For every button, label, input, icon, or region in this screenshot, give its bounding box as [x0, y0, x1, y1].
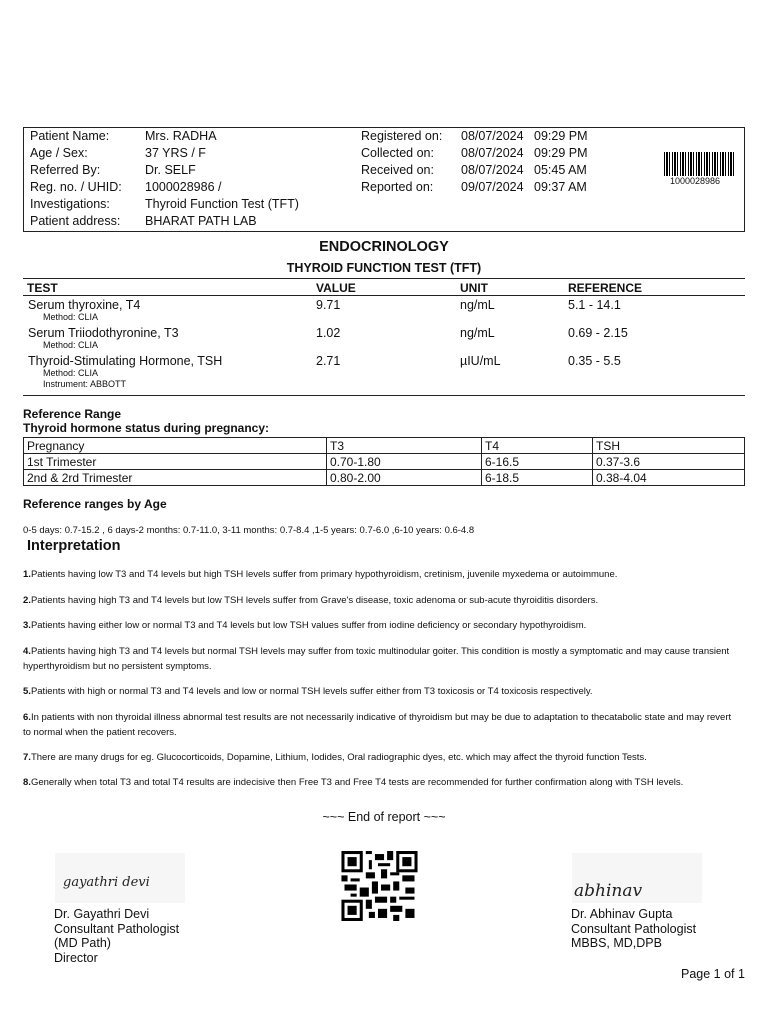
patient-info-box: [23, 127, 745, 232]
test-reference: 0.35 - 5.5: [568, 354, 621, 368]
signatory-name: Dr. Abhinav Gupta: [571, 907, 673, 921]
test-unit: ng/mL: [460, 326, 495, 340]
col-header-reference: REFERENCE: [568, 281, 643, 295]
test-value: 2.71: [316, 354, 341, 368]
signature-image: [572, 853, 702, 903]
item-text: Patients having high T3 and T4 levels but normal TSH levels may suffer from toxic multinodular goiter. This condition is mostly a symptomatic and may cause transient hyperthyroidism but no persistent symptoms.: [23, 646, 730, 672]
interpretation-item: [23, 750, 735, 765]
item-number: 2.: [23, 595, 31, 606]
col-header-value: VALUE: [316, 281, 356, 295]
item-number: 5.: [23, 686, 31, 697]
signature-scribble: abhinav: [574, 881, 643, 901]
table-cell: 0.70-1.80: [327, 454, 482, 470]
signature-scribble: gayathri devi: [63, 875, 150, 890]
test-name: Thyroid-Stimulating Hormone, TSH: [28, 354, 223, 368]
interpretation-item: [23, 710, 735, 740]
test-method: Method: CLIA: [43, 368, 99, 378]
signatory-title: Consultant Pathologist: [571, 921, 697, 936]
item-number: 4.: [23, 646, 31, 657]
interpretation-item: [23, 775, 735, 790]
referred-by: Dr. SELF: [145, 163, 196, 177]
reg-no: 1000028986 /: [145, 180, 222, 194]
registered-label: Registered on:: [361, 129, 443, 143]
table-bottom-divider: [23, 395, 745, 396]
item-number: 8.: [23, 777, 31, 788]
interpretation-item: [23, 644, 735, 674]
table-row: [24, 438, 745, 454]
signatory-title: Consultant Pathologist: [54, 921, 180, 936]
signature-image: [55, 853, 185, 903]
item-text: Patients having high T3 and T4 levels but low TSH levels suffer from Grave's disease, toxic adenoma or sub-acute thyroiditis disorders.: [30, 595, 599, 606]
patient-address-label: Patient address:: [30, 214, 121, 228]
investigations: Thyroid Function Test (TFT): [145, 197, 299, 211]
patient-address: BHARAT PATH LAB: [145, 214, 257, 228]
item-number: 7.: [23, 752, 31, 763]
item-text: In patients with non thyroidal illness abnormal test results are not necessarily indicative of thyroidism but may be due to adaptation to thecatabolic state and may revert to normal when the patient recovers.: [23, 712, 732, 738]
reg-no-label: Reg. no. / UHID:: [30, 180, 122, 194]
interpretation-item: [23, 567, 735, 582]
item-text: Generally when total T3 and total T4 results are indecisive then Free T3 and Free T4 tests are recommended for further confirmation along with TSH levels.: [30, 777, 684, 788]
test-reference: 5.1 - 14.1: [568, 298, 621, 312]
table-header-divider: [23, 295, 745, 296]
section-title: ENDOCRINOLOGY: [319, 239, 449, 255]
reference-range-title: Reference Range: [23, 407, 122, 421]
collected-date: 08/07/2024: [461, 146, 524, 160]
interpretation-item: [23, 593, 735, 608]
qr-code-icon: [341, 851, 418, 921]
test-title: THYROID FUNCTION TEST (TFT): [286, 261, 482, 275]
barcode-icon: [664, 152, 734, 176]
collected-time: 09:29 PM: [534, 146, 588, 160]
test-instrument: Instrument: ABBOTT: [43, 379, 127, 389]
collected-label: Collected on:: [361, 146, 434, 160]
item-text: Patients with high or normal T3 and T4 levels and low or normal TSH levels suffer either from T3 toxicosis or T4 toxicosis respectively.: [30, 686, 593, 697]
table-header-cell: T3: [327, 438, 482, 454]
item-number: 6.: [23, 712, 31, 723]
received-label: Received on:: [361, 163, 434, 177]
item-number: 1.: [23, 569, 31, 580]
col-header-test: TEST: [27, 281, 58, 295]
item-text: Patients having low T3 and T4 levels but high TSH levels suffer from primary hypothyroidism, cretinism, juvenile myxedema or autoimmune.: [30, 569, 618, 580]
table-row: [24, 454, 745, 470]
end-of-report: ~~~ End of report ~~~: [322, 810, 446, 824]
table-row: [24, 470, 745, 486]
received-date: 08/07/2024: [461, 163, 524, 177]
reported-label: Reported on:: [361, 180, 434, 194]
table-cell: 2nd & 2rd Trimester: [24, 470, 327, 486]
table-header-cell: Pregnancy: [24, 438, 327, 454]
pregnancy-table: [23, 437, 745, 486]
table-cell: 0.38-4.04: [593, 470, 745, 486]
interpretation-item: [23, 618, 735, 633]
test-value: 9.71: [316, 298, 341, 312]
signatory-name: Dr. Gayathri Devi: [54, 907, 150, 921]
table-top-divider: [23, 278, 745, 279]
interpretation-title: Interpretation: [27, 538, 121, 554]
test-value: 1.02: [316, 326, 341, 340]
received-time: 05:45 AM: [534, 163, 587, 177]
right-signatory: [571, 907, 696, 951]
test-method: Method: CLIA: [43, 312, 99, 322]
test-reference: 0.69 - 2.15: [568, 326, 628, 340]
table-header-cell: TSH: [593, 438, 745, 454]
item-text: There are many drugs for eg. Glucocorticoids, Dopamine, Lithium, Iodides, Oral radiographic dyes, etc. which may affect the thyroid function Tests.: [30, 752, 647, 763]
investigations-label: Investigations:: [30, 197, 110, 211]
barcode-number: 1000028986: [670, 176, 721, 186]
registered-date: 08/07/2024: [461, 129, 524, 143]
pregnancy-title: Thyroid hormone status during pregnancy:: [23, 421, 270, 435]
test-name: Serum thyroxine, T4: [28, 298, 141, 312]
item-number: 3.: [23, 620, 31, 631]
col-header-unit: UNIT: [460, 281, 488, 295]
reported-time: 09:37 AM: [534, 180, 587, 194]
age-ranges-title: Reference ranges by Age: [23, 497, 167, 511]
table-cell: 0.37-3.6: [593, 454, 745, 470]
reported-date: 09/07/2024: [461, 180, 524, 194]
item-text: Patients having either low or normal T3 and T4 levels but low TSH values suffer from iodine deficiency or secondary hypothyroidism.: [30, 620, 587, 631]
table-header-cell: T4: [482, 438, 593, 454]
age-sex: 37 YRS / F: [145, 146, 206, 160]
test-method: Method: CLIA: [43, 340, 99, 350]
page-number: Page 1 of 1: [681, 967, 745, 981]
signatory-qualification: (MD Path): [54, 936, 111, 950]
left-signatory: [54, 907, 179, 965]
signatory-role: Director: [54, 950, 98, 965]
registered-time: 09:29 PM: [534, 129, 588, 143]
age-sex-label: Age / Sex:: [30, 146, 88, 160]
patient-name: Mrs. RADHA: [145, 129, 217, 143]
referred-by-label: Referred By:: [30, 163, 101, 177]
test-unit: µIU/mL: [460, 354, 501, 368]
signatory-qualification: MBBS, MD,DPB: [571, 936, 662, 950]
test-unit: ng/mL: [460, 298, 495, 312]
table-cell: 1st Trimester: [24, 454, 327, 470]
patient-name-label: Patient Name:: [30, 129, 110, 143]
interpretation-item: [23, 684, 735, 699]
age-ranges-text: 0-5 days: 0.7-15.2 , 6 days-2 months: 0.7-11.0, 3-11 months: 0.7-8.4 ,1-5 years: 0.7-6.0 ,6-10 years: 0.6-4.8: [23, 525, 475, 536]
table-cell: 6-18.5: [482, 470, 593, 486]
table-cell: 6-16.5: [482, 454, 593, 470]
table-cell: 0.80-2.00: [327, 470, 482, 486]
test-name: Serum Triiodothyronine, T3: [28, 326, 179, 340]
